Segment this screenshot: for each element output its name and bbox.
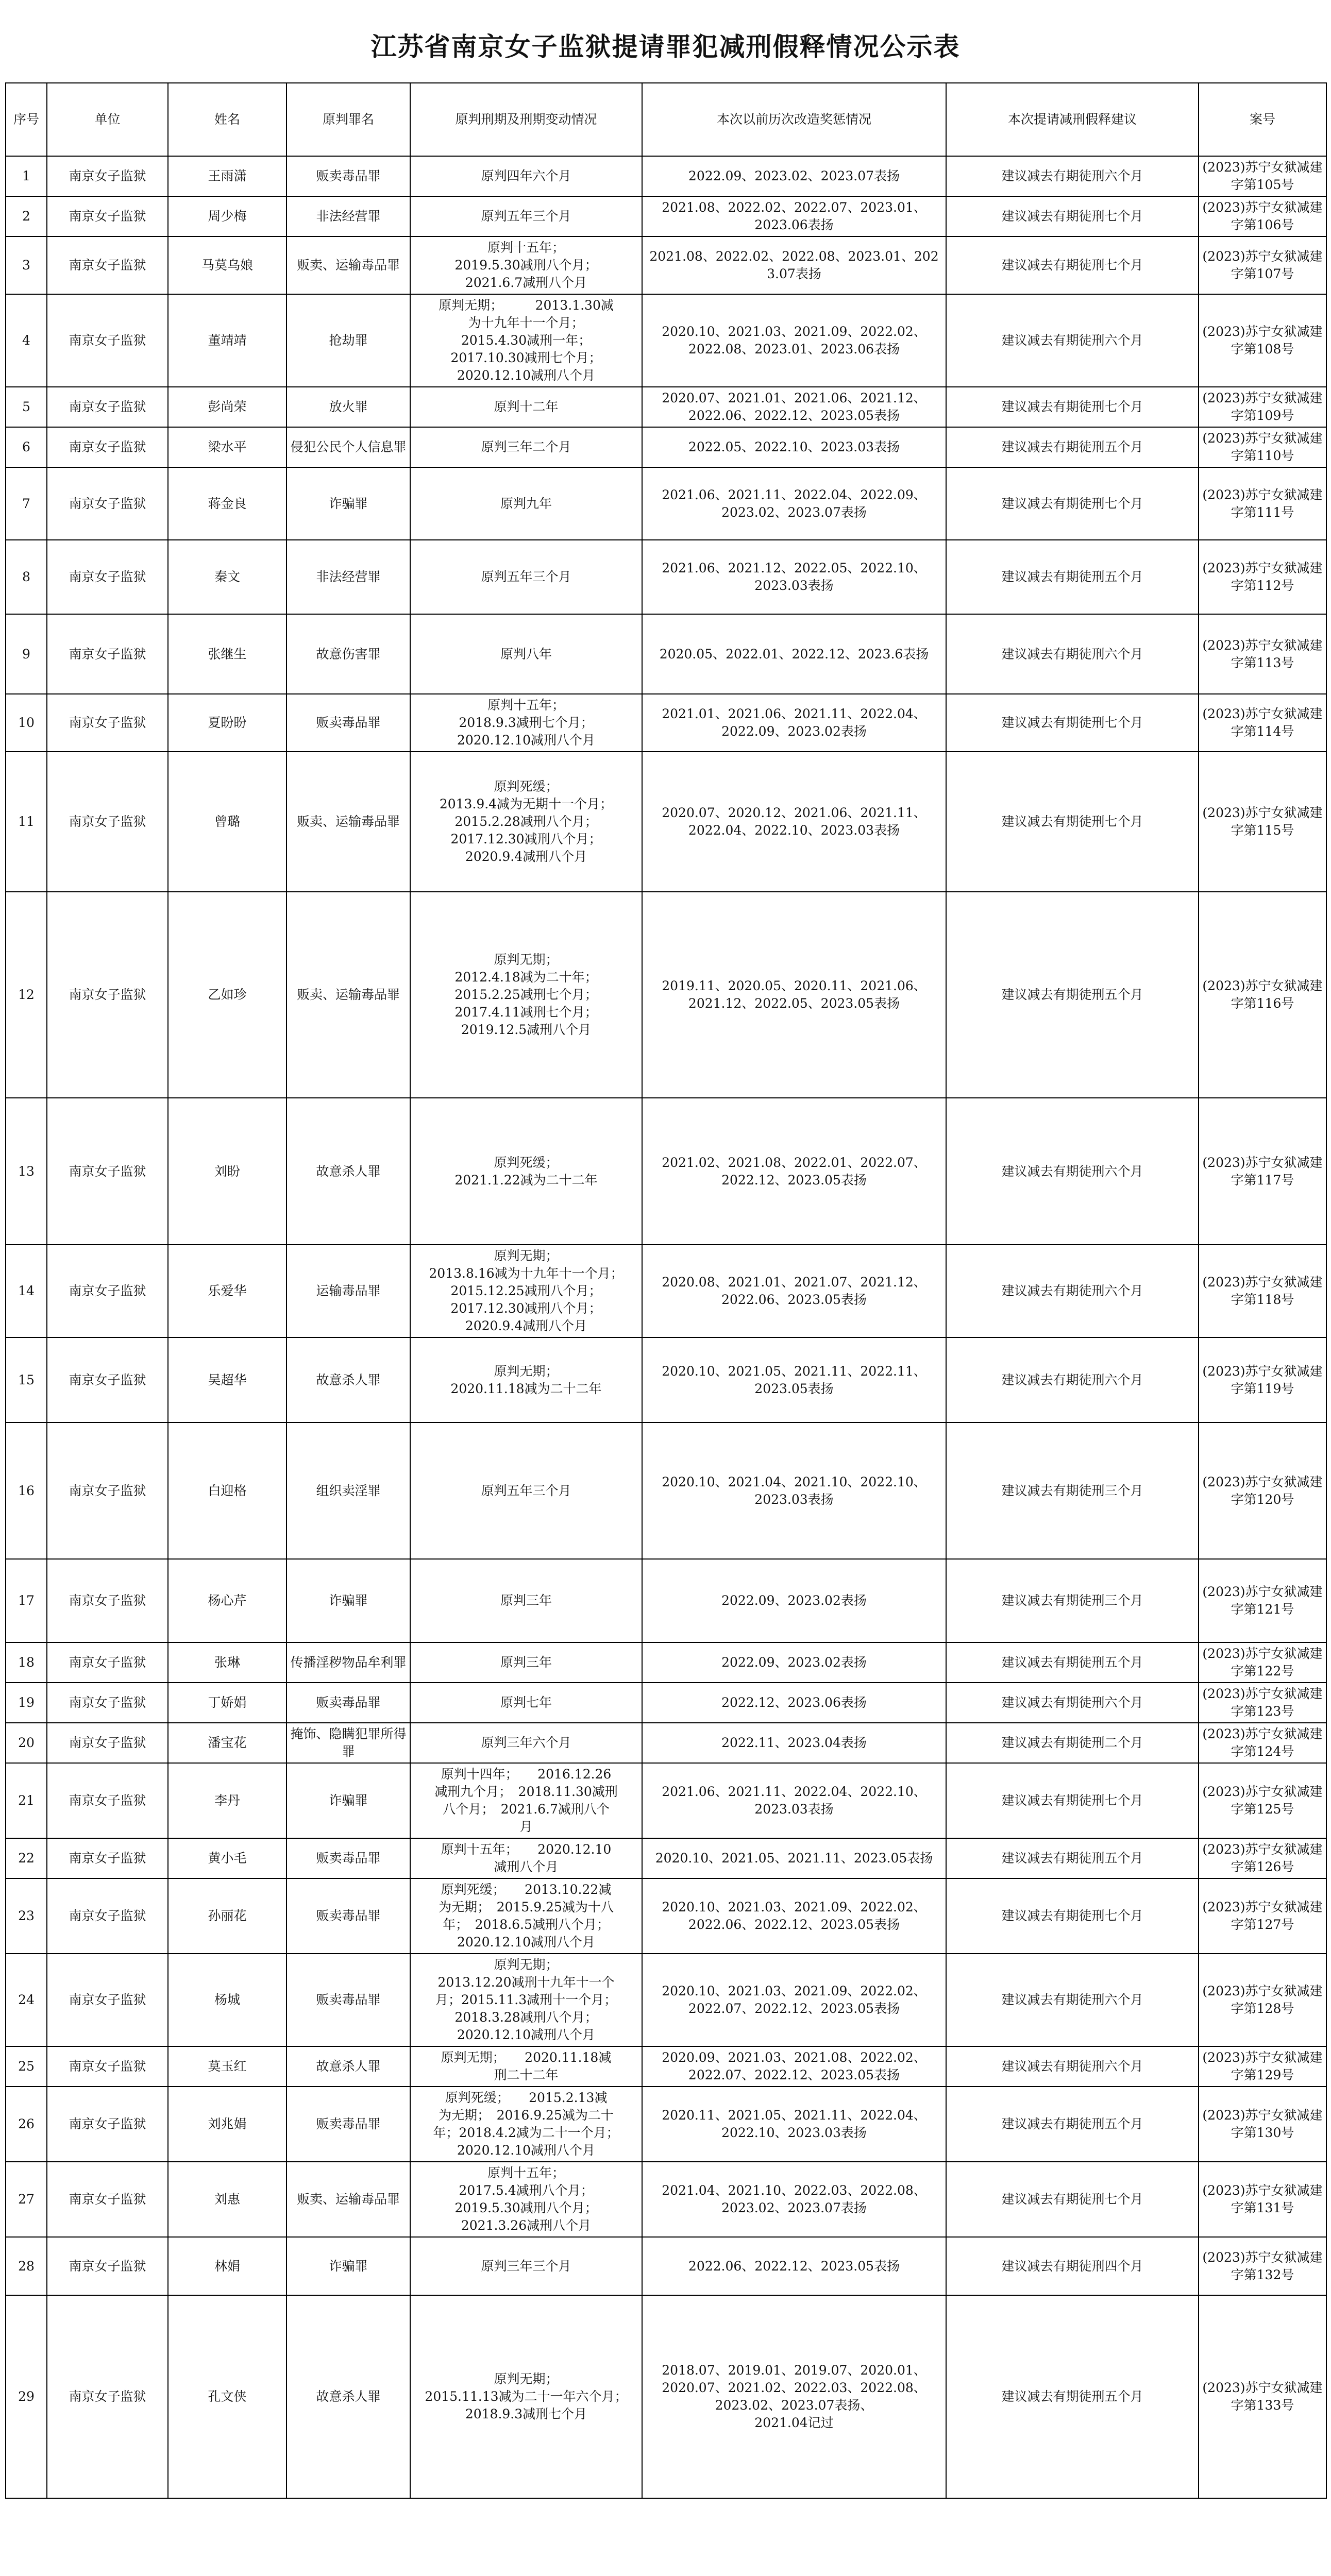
row-name: 乐爱华 <box>168 1245 287 1337</box>
row-name: 曾璐 <box>168 752 287 892</box>
row-suggestion: 建议减去有期徒刑七个月 <box>946 2162 1199 2237</box>
row-index: 29 <box>6 2295 47 2498</box>
row-case-no: (2023)苏宁女狱减建字第129号 <box>1199 2046 1326 2087</box>
row-unit: 南京女子监狱 <box>47 1878 168 1954</box>
row-case-no: (2023)苏宁女狱减建字第122号 <box>1199 1642 1326 1683</box>
row-suggestion: 建议减去有期徒刑三个月 <box>946 1422 1199 1559</box>
row-crime: 贩卖、运输毒品罪 <box>287 2162 410 2237</box>
row-unit: 南京女子监狱 <box>47 427 168 467</box>
row-sentence: 原判九年 <box>410 467 642 540</box>
row-sentence: 原判五年三个月 <box>410 540 642 614</box>
row-crime: 侵犯公民个人信息罪 <box>287 427 410 467</box>
row-crime: 贩卖毒品罪 <box>287 1838 410 1878</box>
page-title: 江苏省南京女子监狱提请罪犯减刑假释情况公示表 <box>370 31 961 62</box>
row-suggestion: 建议减去有期徒刑五个月 <box>946 2087 1199 2162</box>
row-index: 26 <box>6 2087 47 2162</box>
row-sentence: 原判死缓； 2021.1.22减为二十二年 <box>410 1098 642 1245</box>
row-sentence: 原判十五年； 2020.12.10 减刑八个月 <box>410 1838 642 1878</box>
row-crime: 贩卖毒品罪 <box>287 1683 410 1723</box>
row-rewards: 2022.06、2022.12、2023.05表扬 <box>642 2237 946 2295</box>
header-row <box>6 83 1326 156</box>
col-header-crime: 原判罪名 <box>287 83 410 156</box>
row-unit: 南京女子监狱 <box>47 2162 168 2237</box>
table-row <box>6 1559 1326 1642</box>
row-rewards: 2020.05、2022.01、2022.12、2023.6表扬 <box>642 614 946 694</box>
row-suggestion: 建议减去有期徒刑七个月 <box>946 236 1199 294</box>
row-rewards: 2020.09、2021.03、2021.08、2022.02、 2022.07、2022.12、2023.05表扬 <box>642 2046 946 2087</box>
row-name: 林娟 <box>168 2237 287 2295</box>
row-sentence: 原判无期； 2012.4.18减为二十年； 2015.2.25减刑七个月； 2017.4.11减刑七个月； 2019.12.5减刑八个月 <box>410 892 642 1098</box>
row-suggestion: 建议减去有期徒刑六个月 <box>946 294 1199 387</box>
row-crime: 贩卖、运输毒品罪 <box>287 892 410 1098</box>
row-unit: 南京女子监狱 <box>47 1838 168 1878</box>
row-suggestion: 建议减去有期徒刑六个月 <box>946 156 1199 196</box>
row-unit: 南京女子监狱 <box>47 892 168 1098</box>
row-sentence: 原判十五年； 2018.9.3减刑七个月； 2020.12.10减刑八个月 <box>410 694 642 752</box>
row-unit: 南京女子监狱 <box>47 2295 168 2498</box>
row-unit: 南京女子监狱 <box>47 1763 168 1838</box>
row-crime: 组织卖淫罪 <box>287 1422 410 1559</box>
row-name: 刘兆娟 <box>168 2087 287 2162</box>
row-name: 马莫乌娘 <box>168 236 287 294</box>
row-suggestion: 建议减去有期徒刑七个月 <box>946 467 1199 540</box>
row-name: 王雨潇 <box>168 156 287 196</box>
row-rewards: 2020.10、2021.03、2021.09、2022.02、 2022.08、2023.01、2023.06表扬 <box>642 294 946 387</box>
row-case-no: (2023)苏宁女狱减建字第114号 <box>1199 694 1326 752</box>
row-sentence: 原判十五年； 2017.5.4减刑八个月； 2019.5.30减刑八个月； 2021.3.26减刑八个月 <box>410 2162 642 2237</box>
row-crime: 贩卖毒品罪 <box>287 694 410 752</box>
table-row <box>6 156 1326 196</box>
row-index: 12 <box>6 892 47 1098</box>
row-case-no: (2023)苏宁女狱减建字第108号 <box>1199 294 1326 387</box>
row-sentence: 原判三年六个月 <box>410 1723 642 1763</box>
row-rewards: 2021.08、2022.02、2022.08、2023.01、2023.07表扬 <box>642 236 946 294</box>
row-name: 孙丽花 <box>168 1878 287 1954</box>
row-suggestion: 建议减去有期徒刑二个月 <box>946 1723 1199 1763</box>
row-crime: 诈骗罪 <box>287 2237 410 2295</box>
row-crime: 贩卖、运输毒品罪 <box>287 236 410 294</box>
row-crime: 贩卖毒品罪 <box>287 156 410 196</box>
row-name: 刘盼 <box>168 1098 287 1245</box>
row-index: 18 <box>6 1642 47 1683</box>
table-row <box>6 2295 1326 2498</box>
table-row <box>6 2046 1326 2087</box>
row-unit: 南京女子监狱 <box>47 614 168 694</box>
row-index: 20 <box>6 1723 47 1763</box>
row-case-no: (2023)苏宁女狱减建字第120号 <box>1199 1422 1326 1559</box>
row-rewards: 2021.06、2021.11、2022.04、2022.09、 2023.02、2023.07表扬 <box>642 467 946 540</box>
row-sentence: 原判十五年； 2019.5.30减刑八个月； 2021.6.7减刑八个月 <box>410 236 642 294</box>
row-crime: 贩卖毒品罪 <box>287 1878 410 1954</box>
row-unit: 南京女子监狱 <box>47 2087 168 2162</box>
row-crime: 贩卖毒品罪 <box>287 1954 410 2046</box>
row-suggestion: 建议减去有期徒刑六个月 <box>946 1245 1199 1337</box>
row-unit: 南京女子监狱 <box>47 1723 168 1763</box>
row-case-no: (2023)苏宁女狱减建字第112号 <box>1199 540 1326 614</box>
row-sentence: 原判无期； 2013.1.30减 为十九年十一个月； 2015.4.30减刑一年； 2017.10.30减刑七个月； 2020.12.10减刑八个月 <box>410 294 642 387</box>
row-index: 3 <box>6 236 47 294</box>
row-name: 彭尚荣 <box>168 387 287 427</box>
row-index: 23 <box>6 1878 47 1954</box>
row-crime: 诈骗罪 <box>287 1763 410 1838</box>
row-name: 刘惠 <box>168 2162 287 2237</box>
row-rewards: 2022.05、2022.10、2023.03表扬 <box>642 427 946 467</box>
row-name: 孔文侠 <box>168 2295 287 2498</box>
row-crime: 诈骗罪 <box>287 467 410 540</box>
col-header-rewards: 本次以前历次改造奖惩情况 <box>642 83 946 156</box>
row-suggestion: 建议减去有期徒刑六个月 <box>946 1098 1199 1245</box>
row-case-no: (2023)苏宁女狱减建字第126号 <box>1199 1838 1326 1878</box>
row-crime: 贩卖、运输毒品罪 <box>287 752 410 892</box>
row-suggestion: 建议减去有期徒刑五个月 <box>946 1838 1199 1878</box>
row-case-no: (2023)苏宁女狱减建字第124号 <box>1199 1723 1326 1763</box>
row-rewards: 2020.10、2021.03、2021.09、2022.02、 2022.07、2022.12、2023.05表扬 <box>642 1954 946 2046</box>
row-index: 19 <box>6 1683 47 1723</box>
row-name: 莫玉红 <box>168 2046 287 2087</box>
row-rewards: 2021.02、2021.08、2022.01、2022.07、 2022.12、2023.05表扬 <box>642 1098 946 1245</box>
table-row <box>6 892 1326 1098</box>
row-crime: 故意杀人罪 <box>287 1098 410 1245</box>
table-row <box>6 1422 1326 1559</box>
row-suggestion: 建议减去有期徒刑六个月 <box>946 614 1199 694</box>
table-row <box>6 2087 1326 2162</box>
row-sentence: 原判无期； 2020.11.18减为二十二年 <box>410 1337 642 1422</box>
row-rewards: 2022.11、2023.04表扬 <box>642 1723 946 1763</box>
row-case-no: (2023)苏宁女狱减建字第115号 <box>1199 752 1326 892</box>
row-case-no: (2023)苏宁女狱减建字第130号 <box>1199 2087 1326 2162</box>
row-case-no: (2023)苏宁女狱减建字第119号 <box>1199 1337 1326 1422</box>
row-sentence: 原判无期； 2015.11.13减为二十一年六个月； 2018.9.3减刑七个月 <box>410 2295 642 2498</box>
row-rewards: 2020.10、2021.05、2021.11、2022.11、 2023.05表扬 <box>642 1337 946 1422</box>
row-sentence: 原判无期； 2020.11.18减 刑二十二年 <box>410 2046 642 2087</box>
row-index: 28 <box>6 2237 47 2295</box>
row-rewards: 2018.07、2019.01、2019.07、2020.01、 2020.07、2021.02、2022.03、2022.08、 2023.02、2023.07表扬、 2021.04记过 <box>642 2295 946 2498</box>
row-unit: 南京女子监狱 <box>47 1683 168 1723</box>
table-row <box>6 1642 1326 1683</box>
row-crime: 运输毒品罪 <box>287 1245 410 1337</box>
row-sentence: 原判三年 <box>410 1559 642 1642</box>
row-crime: 传播淫秽物品牟利罪 <box>287 1642 410 1683</box>
row-rewards: 2020.07、2021.01、2021.06、2021.12、 2022.06、2022.12、2023.05表扬 <box>642 387 946 427</box>
row-index: 5 <box>6 387 47 427</box>
row-name: 董靖靖 <box>168 294 287 387</box>
row-index: 27 <box>6 2162 47 2237</box>
row-sentence: 原判三年 <box>410 1642 642 1683</box>
row-sentence: 原判五年三个月 <box>410 196 642 236</box>
row-rewards: 2021.01、2021.06、2021.11、2022.04、 2022.09、2023.02表扬 <box>642 694 946 752</box>
table-row <box>6 2162 1326 2237</box>
announcement-table <box>5 82 1327 2499</box>
row-case-no: (2023)苏宁女狱减建字第133号 <box>1199 2295 1326 2498</box>
row-suggestion: 建议减去有期徒刑六个月 <box>946 1337 1199 1422</box>
row-sentence: 原判死缓； 2013.10.22减 为无期； 2015.9.25减为十八 年； 2018.6.5减刑八个月； 2020.12.10减刑八个月 <box>410 1878 642 1954</box>
row-name: 蒋金良 <box>168 467 287 540</box>
row-crime: 诈骗罪 <box>287 1559 410 1642</box>
row-sentence: 原判无期； 2013.12.20减刑十九年十一个 月；2015.11.3减刑十一个月； 2018.3.28减刑八个月； 2020.12.10减刑八个月 <box>410 1954 642 2046</box>
row-crime: 故意杀人罪 <box>287 2046 410 2087</box>
row-index: 2 <box>6 196 47 236</box>
row-index: 14 <box>6 1245 47 1337</box>
table-row <box>6 1337 1326 1422</box>
row-crime: 故意伤害罪 <box>287 614 410 694</box>
row-case-no: (2023)苏宁女狱减建字第127号 <box>1199 1878 1326 1954</box>
row-case-no: (2023)苏宁女狱减建字第132号 <box>1199 2237 1326 2295</box>
row-sentence: 原判八年 <box>410 614 642 694</box>
row-index: 7 <box>6 467 47 540</box>
table-row <box>6 294 1326 387</box>
row-rewards: 2020.11、2021.05、2021.11、2022.04、 2022.10、2023.03表扬 <box>642 2087 946 2162</box>
table-row <box>6 1245 1326 1337</box>
table-row <box>6 427 1326 467</box>
row-name: 梁水平 <box>168 427 287 467</box>
row-sentence: 原判三年三个月 <box>410 2237 642 2295</box>
col-header-suggestion: 本次提请减刑假释建议 <box>946 83 1199 156</box>
row-case-no: (2023)苏宁女狱减建字第121号 <box>1199 1559 1326 1642</box>
row-sentence: 原判五年三个月 <box>410 1422 642 1559</box>
row-crime: 放火罪 <box>287 387 410 427</box>
row-index: 15 <box>6 1337 47 1422</box>
row-index: 8 <box>6 540 47 614</box>
table-row <box>6 387 1326 427</box>
row-sentence: 原判死缓； 2013.9.4减为无期十一个月； 2015.2.28减刑八个月； 2017.12.30减刑八个月； 2020.9.4减刑八个月 <box>410 752 642 892</box>
row-name: 杨心芹 <box>168 1559 287 1642</box>
row-name: 秦文 <box>168 540 287 614</box>
row-name: 张琳 <box>168 1642 287 1683</box>
row-index: 16 <box>6 1422 47 1559</box>
row-crime: 故意杀人罪 <box>287 2295 410 2498</box>
row-suggestion: 建议减去有期徒刑六个月 <box>946 2046 1199 2087</box>
row-crime: 贩卖毒品罪 <box>287 2087 410 2162</box>
table-row <box>6 1683 1326 1723</box>
row-suggestion: 建议减去有期徒刑五个月 <box>946 427 1199 467</box>
row-rewards: 2021.08、2022.02、2022.07、2023.01、 2023.06表扬 <box>642 196 946 236</box>
row-rewards: 2020.10、2021.04、2021.10、2022.10、 2023.03表扬 <box>642 1422 946 1559</box>
row-unit: 南京女子监狱 <box>47 1098 168 1245</box>
row-name: 潘宝花 <box>168 1723 287 1763</box>
row-unit: 南京女子监狱 <box>47 1954 168 2046</box>
row-case-no: (2023)苏宁女狱减建字第109号 <box>1199 387 1326 427</box>
row-name: 张继生 <box>168 614 287 694</box>
table-row <box>6 540 1326 614</box>
row-suggestion: 建议减去有期徒刑七个月 <box>946 752 1199 892</box>
col-header-case-no: 案号 <box>1199 83 1326 156</box>
row-sentence: 原判四年六个月 <box>410 156 642 196</box>
table-row <box>6 694 1326 752</box>
row-suggestion: 建议减去有期徒刑七个月 <box>946 387 1199 427</box>
row-unit: 南京女子监狱 <box>47 236 168 294</box>
row-sentence: 原判无期； 2013.8.16减为十九年十一个月； 2015.12.25减刑八个月； 2017.12.30减刑八个月； 2020.9.4减刑八个月 <box>410 1245 642 1337</box>
row-name: 吴超华 <box>168 1337 287 1422</box>
row-unit: 南京女子监狱 <box>47 694 168 752</box>
row-case-no: (2023)苏宁女狱减建字第125号 <box>1199 1763 1326 1838</box>
table-row <box>6 1098 1326 1245</box>
table-row <box>6 614 1326 694</box>
row-unit: 南京女子监狱 <box>47 1642 168 1683</box>
row-rewards: 2021.06、2021.11、2022.04、2022.10、 2023.03表扬 <box>642 1763 946 1838</box>
row-rewards: 2022.09、2023.02表扬 <box>642 1642 946 1683</box>
col-header-sentence: 原判刑期及刑期变动情况 <box>410 83 642 156</box>
row-suggestion: 建议减去有期徒刑三个月 <box>946 1559 1199 1642</box>
row-name: 周少梅 <box>168 196 287 236</box>
table-row <box>6 1954 1326 2046</box>
row-name: 李丹 <box>168 1763 287 1838</box>
row-case-no: (2023)苏宁女狱减建字第113号 <box>1199 614 1326 694</box>
row-unit: 南京女子监狱 <box>47 156 168 196</box>
row-unit: 南京女子监狱 <box>47 1337 168 1422</box>
row-suggestion: 建议减去有期徒刑四个月 <box>946 2237 1199 2295</box>
row-sentence: 原判十二年 <box>410 387 642 427</box>
table-row <box>6 1878 1326 1954</box>
row-crime: 抢劫罪 <box>287 294 410 387</box>
row-unit: 南京女子监狱 <box>47 1245 168 1337</box>
table-row <box>6 467 1326 540</box>
row-rewards: 2020.10、2021.05、2021.11、2023.05表扬 <box>642 1838 946 1878</box>
row-case-no: (2023)苏宁女狱减建字第106号 <box>1199 196 1326 236</box>
row-rewards: 2021.04、2021.10、2022.03、2022.08、 2023.02、2023.07表扬 <box>642 2162 946 2237</box>
row-unit: 南京女子监狱 <box>47 752 168 892</box>
row-case-no: (2023)苏宁女狱减建字第105号 <box>1199 156 1326 196</box>
row-suggestion: 建议减去有期徒刑七个月 <box>946 196 1199 236</box>
row-crime: 掩饰、隐瞒犯罪所得罪 <box>287 1723 410 1763</box>
row-suggestion: 建议减去有期徒刑七个月 <box>946 694 1199 752</box>
row-suggestion: 建议减去有期徒刑五个月 <box>946 2295 1199 2498</box>
row-name: 乙如珍 <box>168 892 287 1098</box>
row-sentence: 原判十四年； 2016.12.26 减刑九个月； 2018.11.30减刑 八个月； 2021.6.7减刑八个 月 <box>410 1763 642 1838</box>
row-unit: 南京女子监狱 <box>47 2046 168 2087</box>
col-header-name: 姓名 <box>168 83 287 156</box>
row-case-no: (2023)苏宁女狱减建字第118号 <box>1199 1245 1326 1337</box>
row-unit: 南京女子监狱 <box>47 540 168 614</box>
row-index: 21 <box>6 1763 47 1838</box>
row-index: 22 <box>6 1838 47 1878</box>
row-name: 夏盼盼 <box>168 694 287 752</box>
row-case-no: (2023)苏宁女狱减建字第111号 <box>1199 467 1326 540</box>
row-rewards: 2020.10、2021.03、2021.09、2022.02、 2022.06、2022.12、2023.05表扬 <box>642 1878 946 1954</box>
row-unit: 南京女子监狱 <box>47 387 168 427</box>
row-crime: 非法经营罪 <box>287 196 410 236</box>
row-unit: 南京女子监狱 <box>47 1559 168 1642</box>
row-index: 4 <box>6 294 47 387</box>
row-name: 杨城 <box>168 1954 287 2046</box>
row-crime: 非法经营罪 <box>287 540 410 614</box>
row-case-no: (2023)苏宁女狱减建字第131号 <box>1199 2162 1326 2237</box>
row-suggestion: 建议减去有期徒刑五个月 <box>946 540 1199 614</box>
row-case-no: (2023)苏宁女狱减建字第128号 <box>1199 1954 1326 2046</box>
row-unit: 南京女子监狱 <box>47 2237 168 2295</box>
row-rewards: 2021.06、2021.12、2022.05、2022.10、 2023.03表扬 <box>642 540 946 614</box>
row-suggestion: 建议减去有期徒刑五个月 <box>946 1642 1199 1683</box>
row-rewards: 2022.09、2023.02、2023.07表扬 <box>642 156 946 196</box>
row-case-no: (2023)苏宁女狱减建字第123号 <box>1199 1683 1326 1723</box>
row-case-no: (2023)苏宁女狱减建字第110号 <box>1199 427 1326 467</box>
row-name: 白迎格 <box>168 1422 287 1559</box>
row-rewards: 2020.07、2020.12、2021.06、2021.11、 2022.04、2022.10、2023.03表扬 <box>642 752 946 892</box>
row-case-no: (2023)苏宁女狱减建字第117号 <box>1199 1098 1326 1245</box>
row-sentence: 原判七年 <box>410 1683 642 1723</box>
row-case-no: (2023)苏宁女狱减建字第116号 <box>1199 892 1326 1098</box>
table-row <box>6 1723 1326 1763</box>
row-rewards: 2020.08、2021.01、2021.07、2021.12、 2022.06、2023.05表扬 <box>642 1245 946 1337</box>
row-index: 10 <box>6 694 47 752</box>
row-unit: 南京女子监狱 <box>47 294 168 387</box>
row-suggestion: 建议减去有期徒刑七个月 <box>946 1763 1199 1838</box>
row-rewards: 2019.11、2020.05、2020.11、2021.06、 2021.12、2022.05、2023.05表扬 <box>642 892 946 1098</box>
col-header-index: 序号 <box>6 83 47 156</box>
row-suggestion: 建议减去有期徒刑六个月 <box>946 1954 1199 2046</box>
row-rewards: 2022.09、2023.02表扬 <box>642 1559 946 1642</box>
row-name: 黄小毛 <box>168 1838 287 1878</box>
row-index: 17 <box>6 1559 47 1642</box>
row-index: 6 <box>6 427 47 467</box>
row-rewards: 2022.12、2023.06表扬 <box>642 1683 946 1723</box>
table-row <box>6 196 1326 236</box>
row-index: 11 <box>6 752 47 892</box>
row-index: 13 <box>6 1098 47 1245</box>
row-index: 1 <box>6 156 47 196</box>
table-row <box>6 2237 1326 2295</box>
row-sentence: 原判死缓； 2015.2.13减 为无期； 2016.9.25减为二十 年；2018.4.2减为二十一个月； 2020.12.10减刑八个月 <box>410 2087 642 2162</box>
row-suggestion: 建议减去有期徒刑六个月 <box>946 1683 1199 1723</box>
table-body <box>6 156 1326 2498</box>
row-suggestion: 建议减去有期徒刑五个月 <box>946 892 1199 1098</box>
row-index: 25 <box>6 2046 47 2087</box>
row-name: 丁娇娟 <box>168 1683 287 1723</box>
row-sentence: 原判三年二个月 <box>410 427 642 467</box>
row-index: 24 <box>6 1954 47 2046</box>
table-row <box>6 236 1326 294</box>
row-unit: 南京女子监狱 <box>47 467 168 540</box>
table-row <box>6 752 1326 892</box>
row-unit: 南京女子监狱 <box>47 196 168 236</box>
row-case-no: (2023)苏宁女狱减建字第107号 <box>1199 236 1326 294</box>
table-row <box>6 1838 1326 1878</box>
row-crime: 故意杀人罪 <box>287 1337 410 1422</box>
row-index: 9 <box>6 614 47 694</box>
table-row <box>6 1763 1326 1838</box>
col-header-unit: 单位 <box>47 83 168 156</box>
row-suggestion: 建议减去有期徒刑七个月 <box>946 1878 1199 1954</box>
row-unit: 南京女子监狱 <box>47 1422 168 1559</box>
